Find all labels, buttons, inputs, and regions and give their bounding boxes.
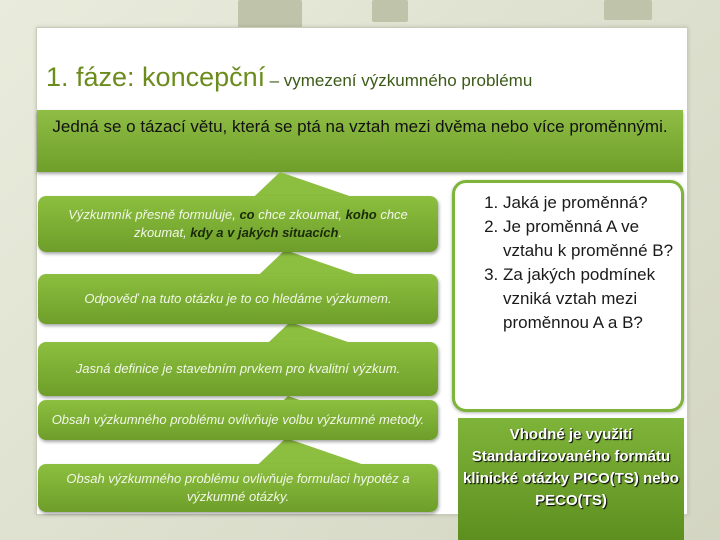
questions-box bbox=[452, 180, 684, 412]
step-box-1 bbox=[38, 196, 438, 252]
step-text-1 bbox=[46, 206, 430, 242]
step-1-part-c: chce zkoumat, bbox=[133, 207, 408, 240]
question-item: 1. Jaká je proměnná? bbox=[503, 191, 681, 215]
step-text-3: Jasná definice je stavebním prvkem pro kvalitní výzkum. bbox=[75, 361, 401, 376]
step-box-3 bbox=[38, 342, 438, 396]
step-box-5 bbox=[38, 464, 438, 512]
step-1-part-a: Výzkumník přesně formuluje, bbox=[68, 207, 240, 222]
title-subtitle: – vymezení výzkumného problému bbox=[269, 71, 533, 90]
step-1-period: . bbox=[338, 225, 343, 240]
step-1-kdy: kdy a v jakých situacích bbox=[190, 225, 339, 240]
decor-block-2 bbox=[372, 0, 408, 22]
step-1-koho: koho bbox=[345, 207, 377, 222]
questions-list bbox=[455, 191, 681, 335]
decor-block-3 bbox=[604, 0, 652, 20]
step-text-2: Odpověď na tuto otázku je to co hledáme výzkumem. bbox=[84, 291, 392, 306]
step-box-2 bbox=[38, 274, 438, 324]
step-1-part-b: chce zkoumat, bbox=[254, 207, 346, 222]
step-1-co: co bbox=[239, 207, 255, 222]
title-main: 1. fáze: koncepční bbox=[46, 62, 266, 92]
step-box-4 bbox=[38, 400, 438, 440]
question-item: 2. Je proměnná A ve vztahu k proměnné B? bbox=[503, 215, 681, 263]
pico-box: Vhodné je využití Standardizovaného formátu klinické otázky PICO(TS) nebo PECO(TS) bbox=[458, 418, 684, 540]
step-text-4: Obsah výzkumného problému ovlivňuje volbu výzkumné metody. bbox=[51, 412, 425, 427]
definition-banner: Jedná se o tázací větu, která se ptá na vztah mezi dvěma nebo více proměnnými. bbox=[37, 110, 683, 172]
decor-block-1 bbox=[238, 0, 302, 28]
slide-title bbox=[46, 62, 532, 93]
question-item: 3. Za jakých podmínek vzniká vztah mezi proměnnou A a B? bbox=[503, 263, 681, 335]
step-text-5: Obsah výzkumného problému ovlivňuje formulaci hypotéz a výzkumné otázky. bbox=[66, 471, 410, 504]
